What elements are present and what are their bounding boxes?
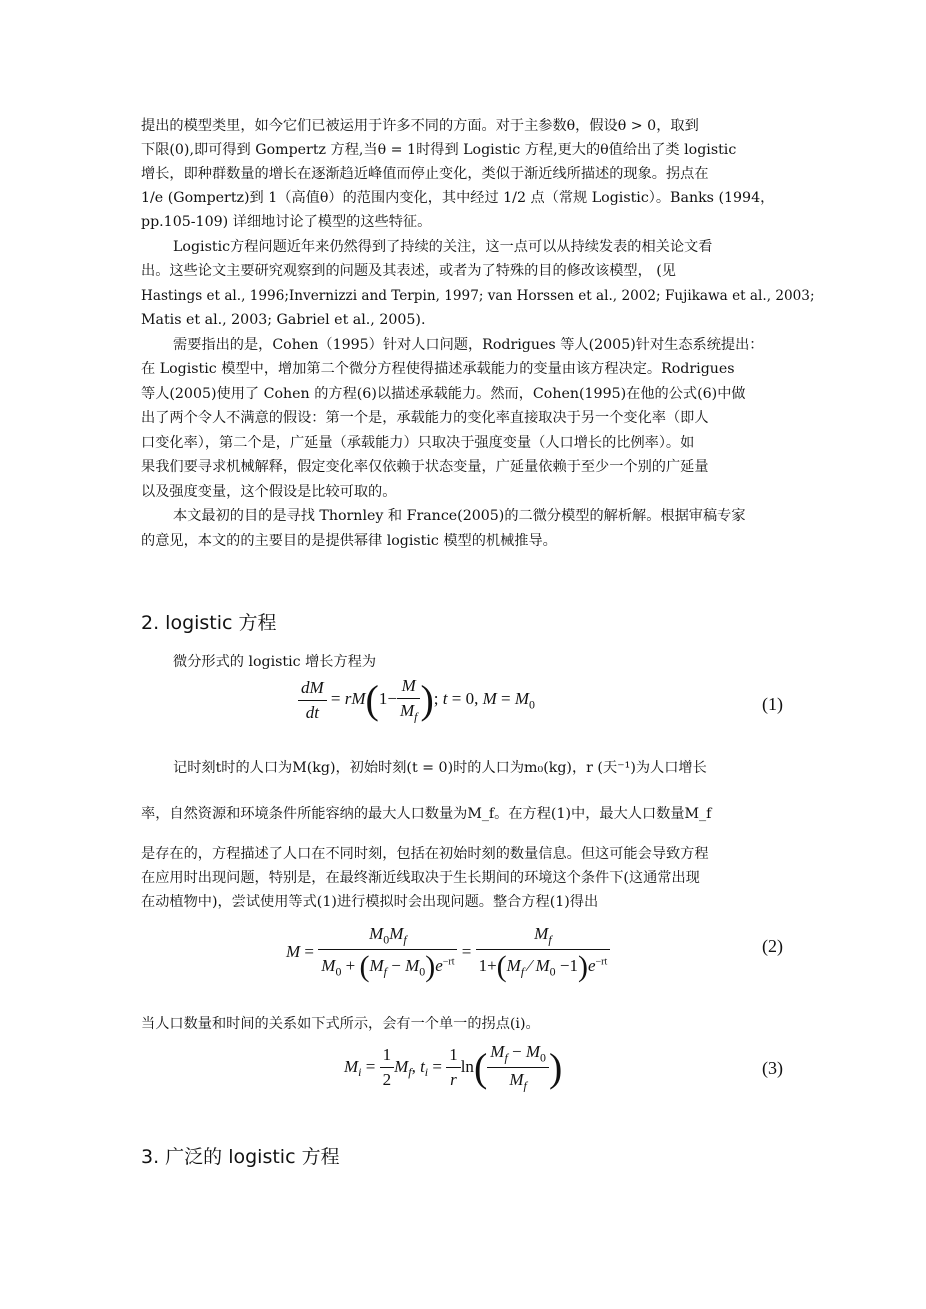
equation-1-number: (1) [762,694,783,714]
equation-2: M = $\frac{M_0M_f}{M_0 + (M_f - M_0)e^{-rt}}$ = $\frac{M_f}{1+(M_f ⁄ M_0 -1)e^{-rt}}$ [286,924,610,998]
section-2-intro: 微分形式的 logistic 增长方程为 [173,654,377,670]
section-2-after-eq1-line2: 率，自然资源和环境条件所能容纳的最大人口数量为M_f。在方程(1)中，最大人口数量M_f [141,806,712,822]
equation-1: $\frac{dM}{dt}$ = rM(1− $\frac{M}{M_f}$ ); t = 0, $M = M_0$ [298,676,535,738]
intro-p3-line3: 等人(2005)使用了 Cohen 的方程(6)以描述承载能力。然而，Cohen(1995)在他的公式(6)中做 [141,386,746,402]
intro-p1-line4: 1/e (Gompertz)到 1（高值θ）的范围内变化，其中经过 1/2 点（常规 Logistic）。Banks (1994， [141,190,775,206]
intro-p4-line1: 本文最初的目的是寻找 Thornley 和 France(2005)的二微分模型的解析解。根据审稿专家 [173,508,746,524]
intro-p2-line2: 出。这些论文主要研究观察到的问题及其表述，或者为了特殊的目的修改该模型， (见 [141,263,676,279]
intro-p3-line1: 需要指出的是，Cohen（1995）针对人口问题，Rodrigues 等人(2005)针对生态系统提出： [173,337,764,353]
intro-p1-line5: pp.105-109) 详细地讨论了模型的这些特征。 [141,214,432,230]
intro-p3-line7: 以及强度变量，这个假设是比较可取的。 [141,484,397,500]
section-2-body-line3: 在动植物中)，尝试使用等式(1)进行模拟时会出现问题。整合方程(1)得出 [141,894,599,910]
intro-p3-line5: 口变化率），第二个是，广延量（承载能力）只取决于强度变量（人口增长的比例率）。如 [141,435,695,451]
intro-p2-line3: Hastings et al., 1996;Invernizzi and Terpin, 1997; van Horssen et al., 2002; Fujikawa et al., 2003; [141,288,815,304]
intro-p3-line6: 果我们要寻求机械解释，假定变化率仅依赖于状态变量，广延量依赖于至少一个别的广延量 [141,459,709,475]
section-2-heading: 2. logistic 方程 [141,612,277,634]
intro-p1-line3: 增长，即种群数量的增长在逐渐趋近峰值而停止变化，类似于渐近线所描述的现象。拐点在 [141,166,709,182]
equation-3-number: (3) [762,1058,783,1078]
intro-p3-line2: 在 Logistic 模型中，增加第二个微分方程使得描述承载能力的变量由该方程决定。Rodrigues [141,361,735,377]
intro-p1-line1: 提出的模型类里，如今它们已被运用于许多不同的方面。对于主参数θ，假设θ > 0，取到 [141,118,699,134]
section-3-heading: 3. 广泛的 logistic 方程 [141,1146,340,1168]
section-2-after-eq1-line1: 记时刻t时的人口为M(kg)，初始时刻(t = 0)时的人口为m₀(kg)，r (天⁻¹)为人口增长 [173,760,707,776]
equation-3: $M_i$ = $\frac{1}{2}$ $M_f$, $t_i$ = $\frac{1}{r}$ ln( $\frac{M_f - M_0}{M_f}$ ) [344,1042,563,1093]
intro-p3-line4: 出了两个令人不满意的假设：第一个是，承载能力的变化率直接取决于另一个变化率（即人 [141,410,709,426]
section-2-body-line1: 是存在的，方程描述了人口在不同时刻，包括在初始时刻的数量信息。但这可能会导致方程 [141,846,709,862]
section-2-body-line2: 在应用时出现问题，特别是，在最终渐近线取决于生长期间的环境这个条件下(这通常出现 [141,870,700,886]
equation-2-number: (2) [762,936,783,956]
intro-p2-line1: Logistic方程问题近年来仍然得到了持续的关注，这一点可以从持续发表的相关论文看 [173,239,713,255]
intro-p4-line2: 的意见，本文的的主要目的是提供幂律 logistic 模型的机械推导。 [141,533,557,549]
section-2-before-eq3: 当人口数量和时间的关系如下式所示，会有一个单一的拐点(i)。 [141,1016,540,1032]
intro-p1-line2: 下限(0),即可得到 Gompertz 方程,当θ = 1时得到 Logistic 方程,更大的θ值给出了类 logistic [141,142,737,158]
intro-p2-line4: Matis et al., 2003; Gabriel et al., 2005). [141,312,426,328]
